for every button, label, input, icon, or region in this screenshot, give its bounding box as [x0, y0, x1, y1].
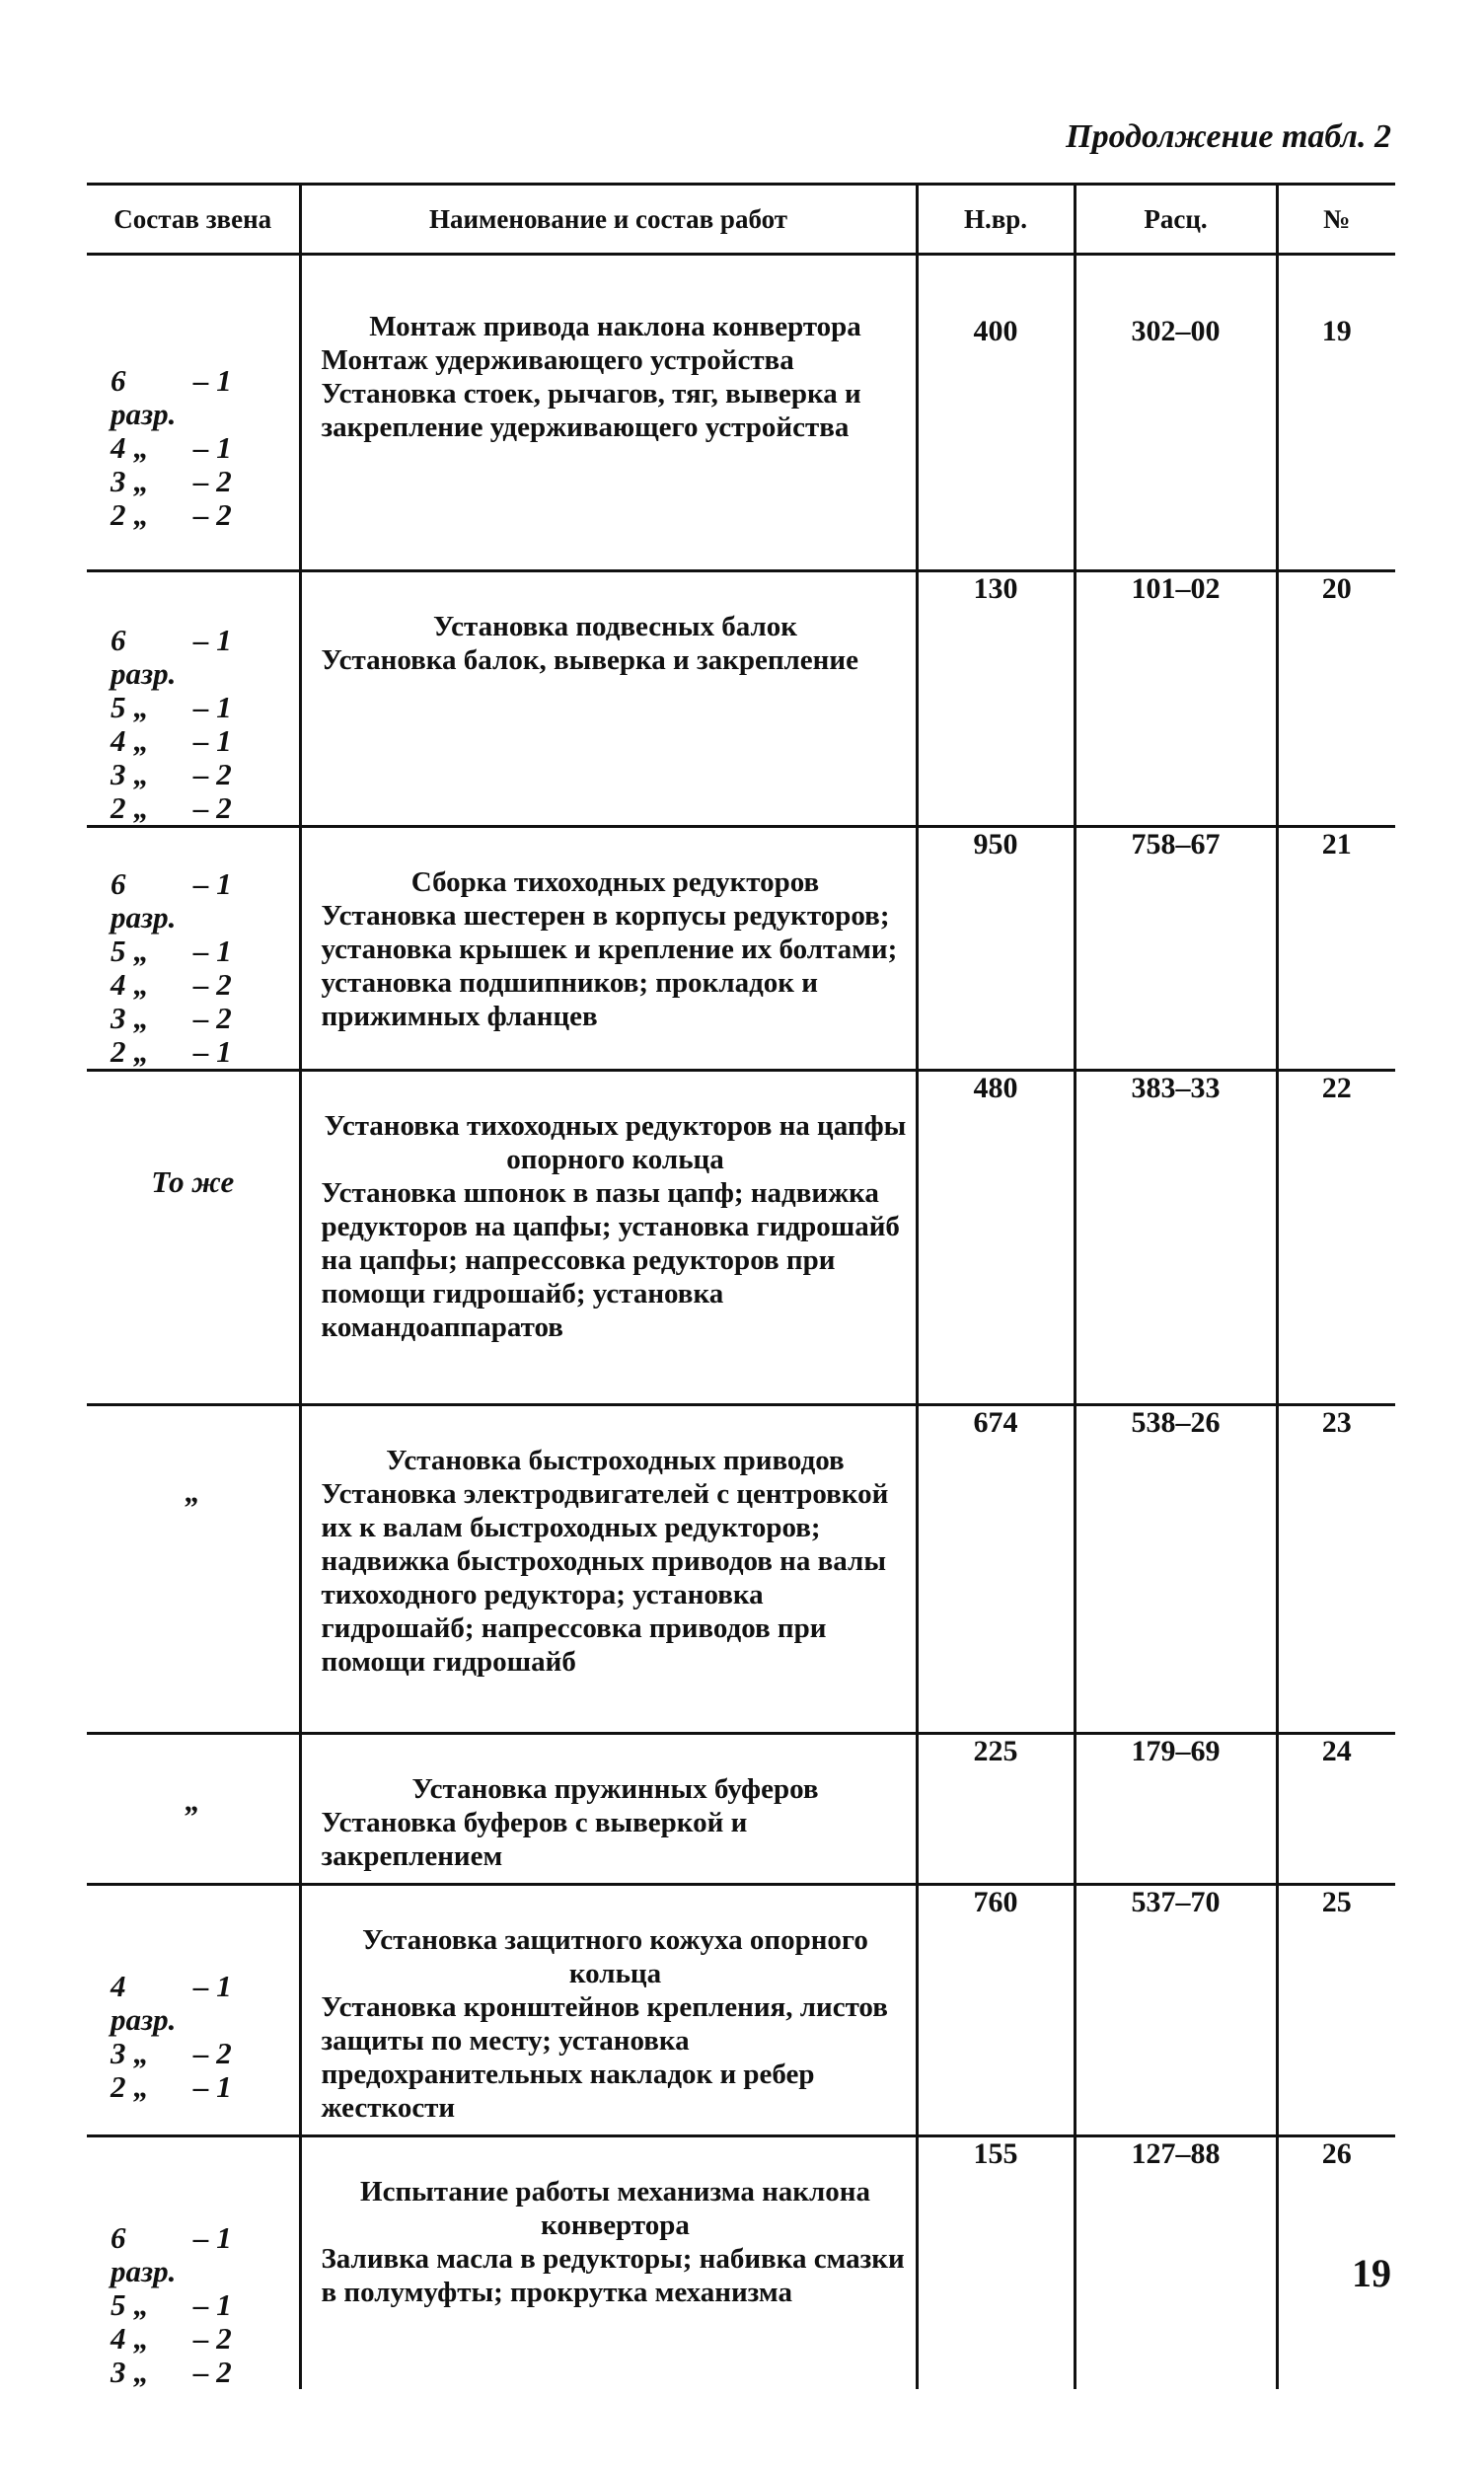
- crew-line: [111, 465, 299, 498]
- work-description: Установка балок, выверка и закрепление: [321, 644, 858, 676]
- rate-cell: 758–67: [1075, 827, 1277, 1071]
- work-description: Заливка масла в редукторы; набивка смазки в полумуфты; прокрутка механизма: [321, 2243, 905, 2308]
- norm-cell: 480: [917, 1071, 1075, 1405]
- crew-line: [111, 758, 299, 791]
- crew-list: [87, 2137, 299, 2389]
- work-description: Установка шпонок в пазы цапф; надвижка редукторов на цапфы; установка гидрошайб на цапфы; напрессовка редукторов при помощи гидрошайб; установка командоаппаратов: [321, 1177, 900, 1343]
- crew-count: – 2: [193, 464, 232, 498]
- crew-same-as-above: То же: [151, 1164, 235, 1199]
- crew-same-as-above: „: [185, 1474, 200, 1509]
- crew-line: [111, 867, 299, 935]
- crew-line: [111, 1002, 299, 1035]
- crew-list: [87, 572, 299, 825]
- crew-count: – 2: [193, 1001, 232, 1035]
- crew-line: [111, 1035, 299, 1069]
- crew-count: – 1: [193, 934, 232, 968]
- work-cell: [300, 827, 917, 1071]
- table-row: [87, 1071, 1395, 1405]
- crew-count: – 1: [193, 2287, 232, 2322]
- header-norm: Н.вр.: [917, 185, 1075, 255]
- crew-count: – 1: [193, 363, 232, 398]
- crew-cell: [87, 1071, 300, 1405]
- crew-count: – 2: [193, 790, 232, 825]
- crew-count: – 1: [193, 690, 232, 724]
- crew-count: – 1: [193, 2069, 232, 2104]
- crew-line: [111, 968, 299, 1002]
- crew-grade: 4 „: [111, 2321, 149, 2356]
- work-cell: [300, 2136, 917, 2390]
- crew-cell: [87, 571, 300, 827]
- work-description: Установка шестерен в корпусы редукторов; установка крышек и крепление их болтами; установка подшипников; прокладок и прижимных фланцев: [321, 900, 898, 1032]
- crew-grade: 4 „: [111, 967, 149, 1002]
- rate-cell: 383–33: [1075, 1071, 1277, 1405]
- rate-cell: 101–02: [1075, 571, 1277, 827]
- crew-count: – 1: [193, 1034, 232, 1069]
- work-description: Установка буферов с выверкой и закреплением: [321, 1807, 748, 1872]
- work-title: Испытание работы механизма наклона конвертора: [360, 2176, 870, 2241]
- table-row: [87, 2136, 1395, 2390]
- crew-count: – 1: [193, 723, 232, 758]
- header-number: №: [1277, 185, 1395, 255]
- number-cell: 22: [1277, 1071, 1395, 1405]
- crew-grade: 4 „: [111, 723, 149, 758]
- header-crew: Состав звена: [87, 185, 300, 255]
- number-cell: 19: [1277, 255, 1395, 571]
- table-row: [87, 1734, 1395, 1885]
- table-row: [87, 827, 1395, 1071]
- crew-grade: 2 „: [111, 497, 149, 532]
- table-caption: Продолжение табл. 2: [1066, 118, 1391, 155]
- number-cell: 20: [1277, 571, 1395, 827]
- crew-grade: 6 разр.: [111, 2220, 177, 2288]
- rate-cell: 127–88: [1075, 2136, 1277, 2390]
- crew-grade: 5 „: [111, 690, 149, 724]
- crew-line: [111, 498, 299, 532]
- table-row: [87, 1885, 1395, 2136]
- crew-line: [111, 724, 299, 758]
- norm-cell: 155: [917, 2136, 1075, 2390]
- number-cell: 26: [1277, 2136, 1395, 2390]
- crew-line: [111, 624, 299, 691]
- crew-grade: 3 „: [111, 2355, 149, 2389]
- crew-line: [111, 2322, 299, 2356]
- crew-line: [111, 791, 299, 825]
- table-row: [87, 1405, 1395, 1734]
- crew-line: [111, 2070, 299, 2104]
- crew-same-as-above: „: [185, 1783, 200, 1818]
- norm-cell: 760: [917, 1885, 1075, 2136]
- crew-list: [87, 828, 299, 1069]
- page-number: 19: [1352, 2251, 1391, 2295]
- crew-cell: [87, 827, 300, 1071]
- crew-line: [111, 935, 299, 968]
- norm-cell: 950: [917, 827, 1075, 1071]
- rate-cell: 302–00: [1075, 255, 1277, 571]
- work-title: Монтаж привода наклона конвертора: [369, 311, 861, 342]
- crew-cell: [87, 1405, 300, 1734]
- crew-cell: [87, 2136, 300, 2390]
- crew-count: – 1: [193, 2220, 232, 2255]
- crew-grade: 5 „: [111, 2287, 149, 2322]
- crew-line: [111, 691, 299, 724]
- crew-count: – 1: [193, 866, 232, 901]
- number-cell: 25: [1277, 1885, 1395, 2136]
- crew-line: [111, 2037, 299, 2070]
- crew-cell: [87, 1734, 300, 1885]
- crew-count: – 2: [193, 2036, 232, 2070]
- crew-count: – 2: [193, 967, 232, 1002]
- crew-grade: 3 „: [111, 464, 149, 498]
- crew-grade: 6 разр.: [111, 866, 177, 935]
- work-cell: [300, 1885, 917, 2136]
- work-title: Установка защитного кожуха опорного кольца: [362, 1924, 868, 1989]
- crew-line: [111, 431, 299, 465]
- table-row: [87, 255, 1395, 571]
- work-cell: [300, 1405, 917, 1734]
- crew-line: [111, 1970, 299, 2037]
- crew-grade: 3 „: [111, 2036, 149, 2070]
- crew-grade: 2 „: [111, 1034, 149, 1069]
- header-rate: Расц.: [1075, 185, 1277, 255]
- crew-grade: 2 „: [111, 2069, 149, 2104]
- crew-grade: 4 „: [111, 430, 149, 465]
- number-cell: 23: [1277, 1405, 1395, 1734]
- work-description: Установка кронштейнов крепления, листов защиты по месту; установка предохранительных накладок и ребер жесткости: [321, 1991, 888, 2124]
- work-cell: [300, 255, 917, 571]
- work-description: Установка электродвигателей с центровкой их к валам быстроходных редукторов; надвижка быстроходных приводов на валы тихоходного редуктора; установка гидрошайб; напрессовка приводов при помощи гидрошайб: [321, 1478, 889, 1678]
- crew-count: – 1: [193, 623, 232, 657]
- norm-cell: 400: [917, 255, 1075, 571]
- rate-cell: 179–69: [1075, 1734, 1277, 1885]
- crew-grade: 6 разр.: [111, 363, 177, 431]
- crew-cell: [87, 255, 300, 571]
- crew-line: [111, 2356, 299, 2389]
- work-title: Установка быстроходных приводов: [386, 1445, 845, 1476]
- crew-grade: 4 разр.: [111, 1969, 177, 2037]
- crew-list: [87, 1886, 299, 2104]
- crew-count: – 2: [193, 757, 232, 791]
- work-title: Установка пружинных буферов: [411, 1773, 819, 1805]
- number-cell: 24: [1277, 1734, 1395, 1885]
- norm-cell: 225: [917, 1734, 1075, 1885]
- header-work: Наименование и состав работ: [300, 185, 917, 255]
- work-cell: [300, 1071, 917, 1405]
- table-header-row: [87, 185, 1395, 255]
- crew-grade: 2 „: [111, 790, 149, 825]
- crew-list: [87, 256, 299, 532]
- crew-cell: [87, 1885, 300, 2136]
- norm-cell: 130: [917, 571, 1075, 827]
- crew-grade: 3 „: [111, 1001, 149, 1035]
- crew-line: [111, 2288, 299, 2322]
- work-description: Монтаж удерживающего устройства Установка стоек, рычагов, тяг, выверка и закрепление удерживающего устройства: [321, 344, 861, 443]
- work-cell: [300, 1734, 917, 1885]
- crew-count: – 1: [193, 1969, 232, 2003]
- crew-grade: 5 „: [111, 934, 149, 968]
- work-cell: [300, 571, 917, 827]
- rate-cell: 538–26: [1075, 1405, 1277, 1734]
- crew-count: – 2: [193, 497, 232, 532]
- work-title: Установка подвесных балок: [433, 611, 797, 642]
- norm-cell: 674: [917, 1405, 1075, 1734]
- work-norms-table: [87, 183, 1395, 2389]
- crew-count: – 1: [193, 430, 232, 465]
- number-cell: 21: [1277, 827, 1395, 1071]
- crew-count: – 2: [193, 2355, 232, 2389]
- crew-count: – 2: [193, 2321, 232, 2356]
- crew-grade: 3 „: [111, 757, 149, 791]
- crew-grade: 6 разр.: [111, 623, 177, 691]
- rate-cell: 537–70: [1075, 1885, 1277, 2136]
- crew-line: [111, 364, 299, 431]
- crew-line: [111, 2221, 299, 2288]
- table-row: [87, 571, 1395, 827]
- work-title: Установка тихоходных редукторов на цапфы опорного кольца: [324, 1110, 907, 1175]
- work-title: Сборка тихоходных редукторов: [410, 866, 820, 898]
